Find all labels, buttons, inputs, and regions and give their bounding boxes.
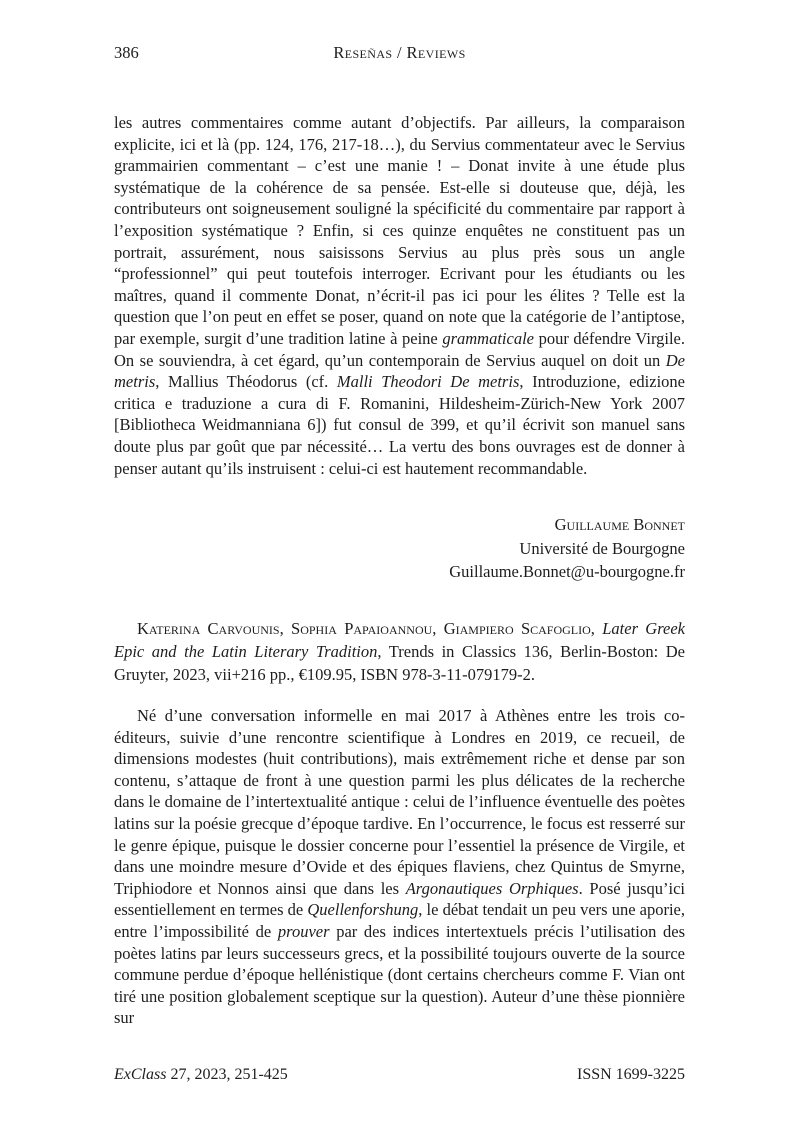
reviewer-email: Guillaume.Bonnet@u-bourgogne.fr: [449, 562, 685, 581]
italic-term: prouver: [277, 921, 330, 941]
paragraph-text: les autres commentaires comme autant d’objectifs. Par ailleurs, la comparaison explicite, ici et là (pp. 124, 176, 217-18…), du Servius commentateur avec le Servius grammairien commentant – c’est une manie ! – Donat invite à une étude plus systématique de la cohérence de sa pensée. Est-elle si douteuse que, déjà, les contributeurs ont soigneusement souligné la spécificité du commentaire par rapport à l’exposition systématique ? Enfin, si ces quinze enquêtes ne constituent pas un portrait, assurément, nous saisissons Servius au plus près sous un angle “professionnel” qui peut toutefois interroger. Ecrivant pour les étudiants ou les maîtres, quand il commente Donat, n’écrit-il pas ici pour les élites ? Telle est la question que l’on peut en effet se poser, quand on note que la catégorie de l’antiptose, par exemple, surgit d’une tradition latine à peine: [114, 113, 685, 348]
heading-text: ,: [590, 619, 603, 638]
review-authors: Katerina Carvounis, Sophia Papaioannou, Giampiero Scafoglio: [137, 619, 591, 638]
paragraph-text: . Posé jusqu’ici essentiellement en termes de: [114, 878, 685, 920]
review-closing-paragraph: [114, 112, 685, 479]
reviewer-name: Guillaume Bonnet: [554, 515, 685, 534]
journal-title: ExClass: [114, 1066, 167, 1083]
page-header: [114, 43, 685, 62]
issn: ISSN 1699-3225: [576, 1066, 685, 1083]
next-review-heading: [114, 617, 685, 686]
paragraph-text: , Mallius Théodorus (cf.: [155, 372, 337, 392]
page-number: 386: [114, 43, 139, 62]
italic-work-title: Malli Theodori De metris: [336, 372, 520, 392]
review-signature: [114, 513, 685, 584]
italic-term: grammaticale: [442, 328, 534, 348]
paragraph-text: , Introduzione, edizione critica e traduzione a cura di F. Romanini, Hildesheim-Zürich-New York 2007 [Bibliotheca Weidmanniana 6]) fut consul de 399, et qu’il écrivit son manuel sans doute plus par goût que par nécessité… La vertu des bons ouvrages est de donner à penser autant qu’ils instruisent : celui-ci est hautement recommandable.: [114, 372, 685, 478]
paragraph-text: , le débat tendait un peu vers une aporie, entre l’impossibilité de: [114, 900, 685, 941]
reviewer-affiliation: Université de Bourgogne: [519, 538, 685, 558]
next-review-opening-paragraph: [114, 705, 685, 1029]
italic-work-title: De metris: [114, 350, 685, 392]
italic-term: Quellenforshung: [307, 900, 419, 920]
paragraph-text: Né d’une conversation informelle en mai 2017 à Athènes entre les trois co-éditeurs, suivie d’une rencontre scientifique à Londres en 2019, ce recueil, de dimensions modestes (huit contributions), mais extrêmement riche et dense par son contenu, s’attaque de front à une question parmi les plus délicates de la recherche dans le domaine de l’intertextualité antique : celui de l’influence éventuelle des poètes latins sur la poésie grecque d’époque tardive. En l’occurrence, le focus est resserré sur le genre épique, puisque le dossier concerne pour l’essentiel la présence de Virgile, et dans une moindre mesure d’Ovide et des épiques flaviens, chez Quintus de Smyrne, Triphiodore et Nonnos ainsi que dans les: [114, 706, 685, 898]
page-footer: [114, 1064, 685, 1086]
italic-work-title: Argonautiques Orphiques: [405, 878, 579, 898]
reviewed-book-title: Later Greek Epic and the Latin Literary Tradition: [114, 619, 685, 661]
publication-details: , Trends in Classics 136, Berlin-Boston: De Gruyter, 2023, vii+216 pp., €109.95, ISBN 978-3-11-079179-2.: [114, 642, 686, 684]
running-title: Reseñas / Reviews: [333, 43, 466, 62]
journal-citation: [114, 1064, 288, 1086]
journal-issue-pages: 27, 2023, 251-425: [166, 1066, 288, 1083]
paragraph-text: pour défendre Virgile. On se souviendra, à cet égard, qu’un contemporain de Servius auquel on doit un: [114, 328, 686, 370]
paragraph-text: par des indices intertextuels précis l’utilisation des poètes latins par leurs successeurs grecs, et la possibilité toujours ouverte de la source commune perdue d’époque hellénistique (dont certains chercheurs comme F. Vian ont tiré une position globalement sceptique sur la question). Auteur d’une thèse pionnière sur: [114, 921, 686, 1028]
